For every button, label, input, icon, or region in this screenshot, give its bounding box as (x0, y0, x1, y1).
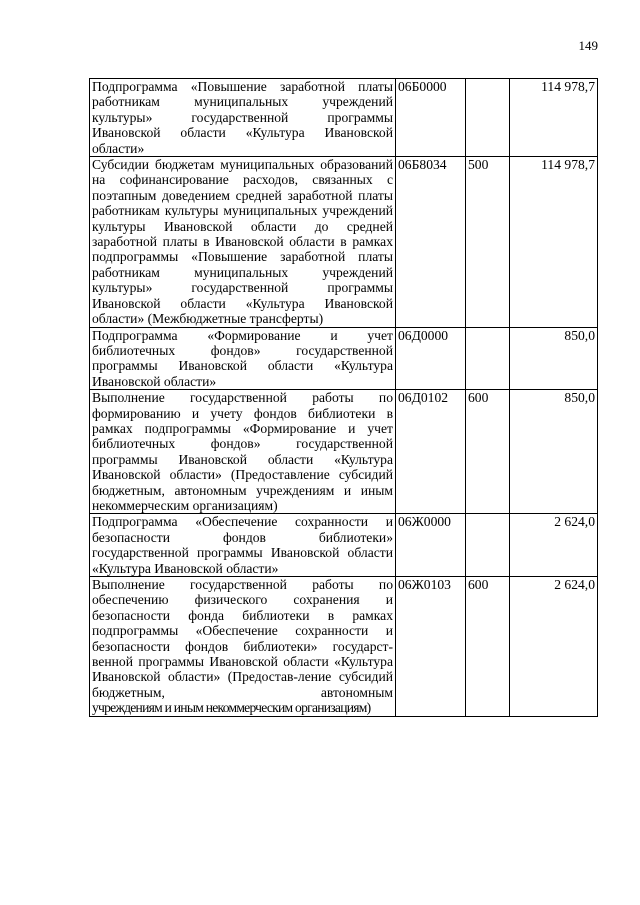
row-code: 06Ж0103 (396, 577, 466, 717)
row-code: 06Б8034 (396, 157, 466, 327)
row-amount: 850,0 (510, 327, 598, 390)
budget-table (89, 78, 598, 717)
table-row (90, 514, 598, 577)
row-code: 06Ж0000 (396, 514, 466, 577)
table-row (90, 327, 598, 390)
row-name: Подпрограмма «Повышение заработной платы работникам муниципальных учреждений культуры» государственной программы Ивановской области «Культура Ивановской области» (90, 79, 396, 157)
table-row (90, 157, 598, 327)
row-name-main: Выполнение государственной работы по обеспечению физического сохранения и безопасности фонда библиотеки в рамках подпрограммы «Обеспечение сохранности и безопасности фондов библиотеки» государст-венной программы Ивановской области «Культура Ивановской области» (Предостав-ление субсидий бюджетным, автономным (92, 577, 393, 700)
table-row (90, 390, 598, 514)
row-type: 500 (466, 157, 510, 327)
row-name: Субсидии бюджетам муниципальных образований на софинансирование расходов, связанных с поэтапным доведением средней заработной платы работникам культуры муниципальных учреждений культуры Ивановской области до средней заработной платы в Ивановской области в рамках подпрограммы «Повышение заработной платы работникам муниципальных учреждений культуры» государственной программы Ивановской области «Культура Ивановской области» (Межбюджетные трансферты) (90, 157, 396, 327)
page-number: 149 (578, 38, 598, 53)
row-amount: 2 624,0 (510, 514, 598, 577)
row-amount: 850,0 (510, 390, 598, 514)
row-name-tail: учреждениям и иным некоммерческим организациям) (92, 700, 371, 716)
row-code: 06Б0000 (396, 79, 466, 157)
row-type: 600 (466, 577, 510, 717)
table-row (90, 577, 598, 717)
row-type: 600 (466, 390, 510, 514)
row-code: 06Д0102 (396, 390, 466, 514)
row-name: Подпрограмма «Формирование и учет библиотечных фондов» государственной программы Ивановской области «Культура Ивановской области» (90, 327, 396, 390)
row-amount: 114 978,7 (510, 157, 598, 327)
row-amount: 114 978,7 (510, 79, 598, 157)
table-row (90, 79, 598, 157)
row-type (466, 327, 510, 390)
row-type (466, 514, 510, 577)
row-type (466, 79, 510, 157)
row-name: Выполнение государственной работы по формированию и учету фондов библиотеки в рамках подпрограммы «Формирование и учет библиотечных фондов» государственной программы Ивановской области «Культура Ивановской области» (Предоставление субсидий бюджетным, автономным учреждениям и иным некоммерческим организациям) (90, 390, 396, 514)
row-code: 06Д0000 (396, 327, 466, 390)
row-amount: 2 624,0 (510, 577, 598, 717)
row-name (90, 577, 396, 717)
row-name: Подпрограмма «Обеспечение сохранности и безопасности фондов библиотеки» государственной программы Ивановской области «Культура Ивановской области» (90, 514, 396, 577)
